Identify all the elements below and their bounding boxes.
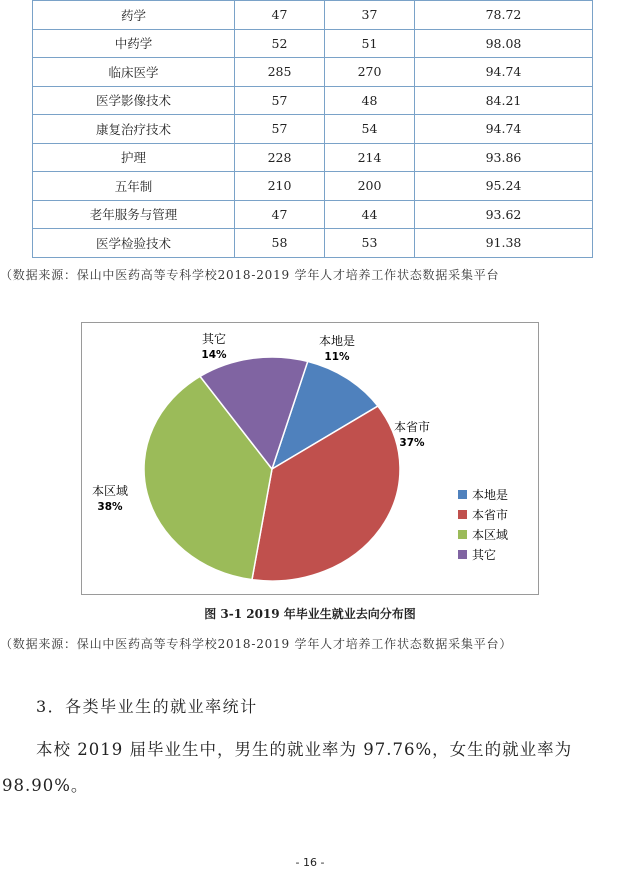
legend-swatch: [458, 550, 467, 559]
cell-major: 中药学: [33, 29, 235, 58]
slice-label-category: 本区域: [91, 484, 129, 498]
employment-table: [32, 0, 593, 258]
cell-rate: 95.24: [415, 172, 593, 201]
legend-swatch: [458, 510, 467, 519]
cell-rate: 91.38: [415, 229, 593, 258]
legend-swatch: [458, 530, 467, 539]
table-row: [33, 86, 593, 115]
cell-rate: 94.74: [415, 115, 593, 144]
cell-major: 康复治疗技术: [33, 115, 235, 144]
cell-total: 57: [235, 86, 325, 115]
table-row: [33, 229, 593, 258]
paragraph-text: 本校 2019 届毕业生中，男生的就业率为 97.76%，女生的就业率为 98.90%。: [2, 740, 573, 795]
cell-total: 47: [235, 200, 325, 229]
table-row: [33, 29, 593, 58]
cell-major: 护理: [33, 143, 235, 172]
legend-label: 本区域: [472, 528, 509, 542]
cell-total: 228: [235, 143, 325, 172]
figure-caption: 图 3-1 2019 年毕业生就业去向分布图: [204, 607, 416, 621]
slice-label-percent: 11%: [324, 351, 350, 363]
cell-employed: 44: [325, 200, 415, 229]
slice-label-percent: 14%: [201, 349, 227, 361]
cell-employed: 54: [325, 115, 415, 144]
cell-employed: 48: [325, 86, 415, 115]
cell-rate: 98.08: [415, 29, 593, 58]
cell-total: 52: [235, 29, 325, 58]
cell-total: 57: [235, 115, 325, 144]
cell-rate: 78.72: [415, 1, 593, 30]
slice-label-category: 本省市: [393, 420, 431, 434]
cell-major: 老年服务与管理: [33, 200, 235, 229]
cell-rate: 93.86: [415, 143, 593, 172]
cell-total: 285: [235, 58, 325, 87]
cell-total: 210: [235, 172, 325, 201]
cell-rate: 93.62: [415, 200, 593, 229]
table-row: [33, 172, 593, 201]
cell-employed: 37: [325, 1, 415, 30]
cell-major: 医学检验技术: [33, 229, 235, 258]
data-source-note-2: （数据来源：保山中医药高等专科学校2018-2019 学年人才培养工作状态数据采集平台）: [0, 637, 513, 651]
cell-total: 47: [235, 1, 325, 30]
cell-major: 医学影像技术: [33, 86, 235, 115]
cell-total: 58: [235, 229, 325, 258]
table-row: [33, 200, 593, 229]
cell-employed: 270: [325, 58, 415, 87]
slice-label-percent: 38%: [97, 501, 123, 513]
pie-chart-svg: [82, 323, 538, 594]
legend-label: 其它: [472, 548, 497, 562]
table-row: [33, 115, 593, 144]
legend-swatch: [458, 490, 467, 499]
pie-chart: [81, 322, 539, 595]
legend-label: 本地是: [472, 488, 509, 502]
slice-label-category: 其它: [201, 332, 227, 346]
slice-label-percent: 37%: [399, 437, 425, 449]
cell-employed: 214: [325, 143, 415, 172]
section-heading: 3．各类毕业生的就业率统计: [36, 697, 258, 716]
cell-employed: 51: [325, 29, 415, 58]
legend-label: 本省市: [472, 508, 509, 522]
table-row: [33, 1, 593, 30]
cell-employed: 200: [325, 172, 415, 201]
cell-major: 药学: [33, 1, 235, 30]
slice-label-category: 本地是: [318, 334, 356, 348]
body-paragraph: [2, 732, 618, 804]
table-row: [33, 143, 593, 172]
cell-rate: 94.74: [415, 58, 593, 87]
table-row: [33, 58, 593, 87]
cell-employed: 53: [325, 229, 415, 258]
cell-major: 五年制: [33, 172, 235, 201]
cell-major: 临床医学: [33, 58, 235, 87]
data-source-note-1: （数据来源：保山中医药高等专科学校2018-2019 学年人才培养工作状态数据采集平台: [0, 268, 500, 282]
cell-rate: 84.21: [415, 86, 593, 115]
page-number: - 16 -: [295, 856, 325, 869]
